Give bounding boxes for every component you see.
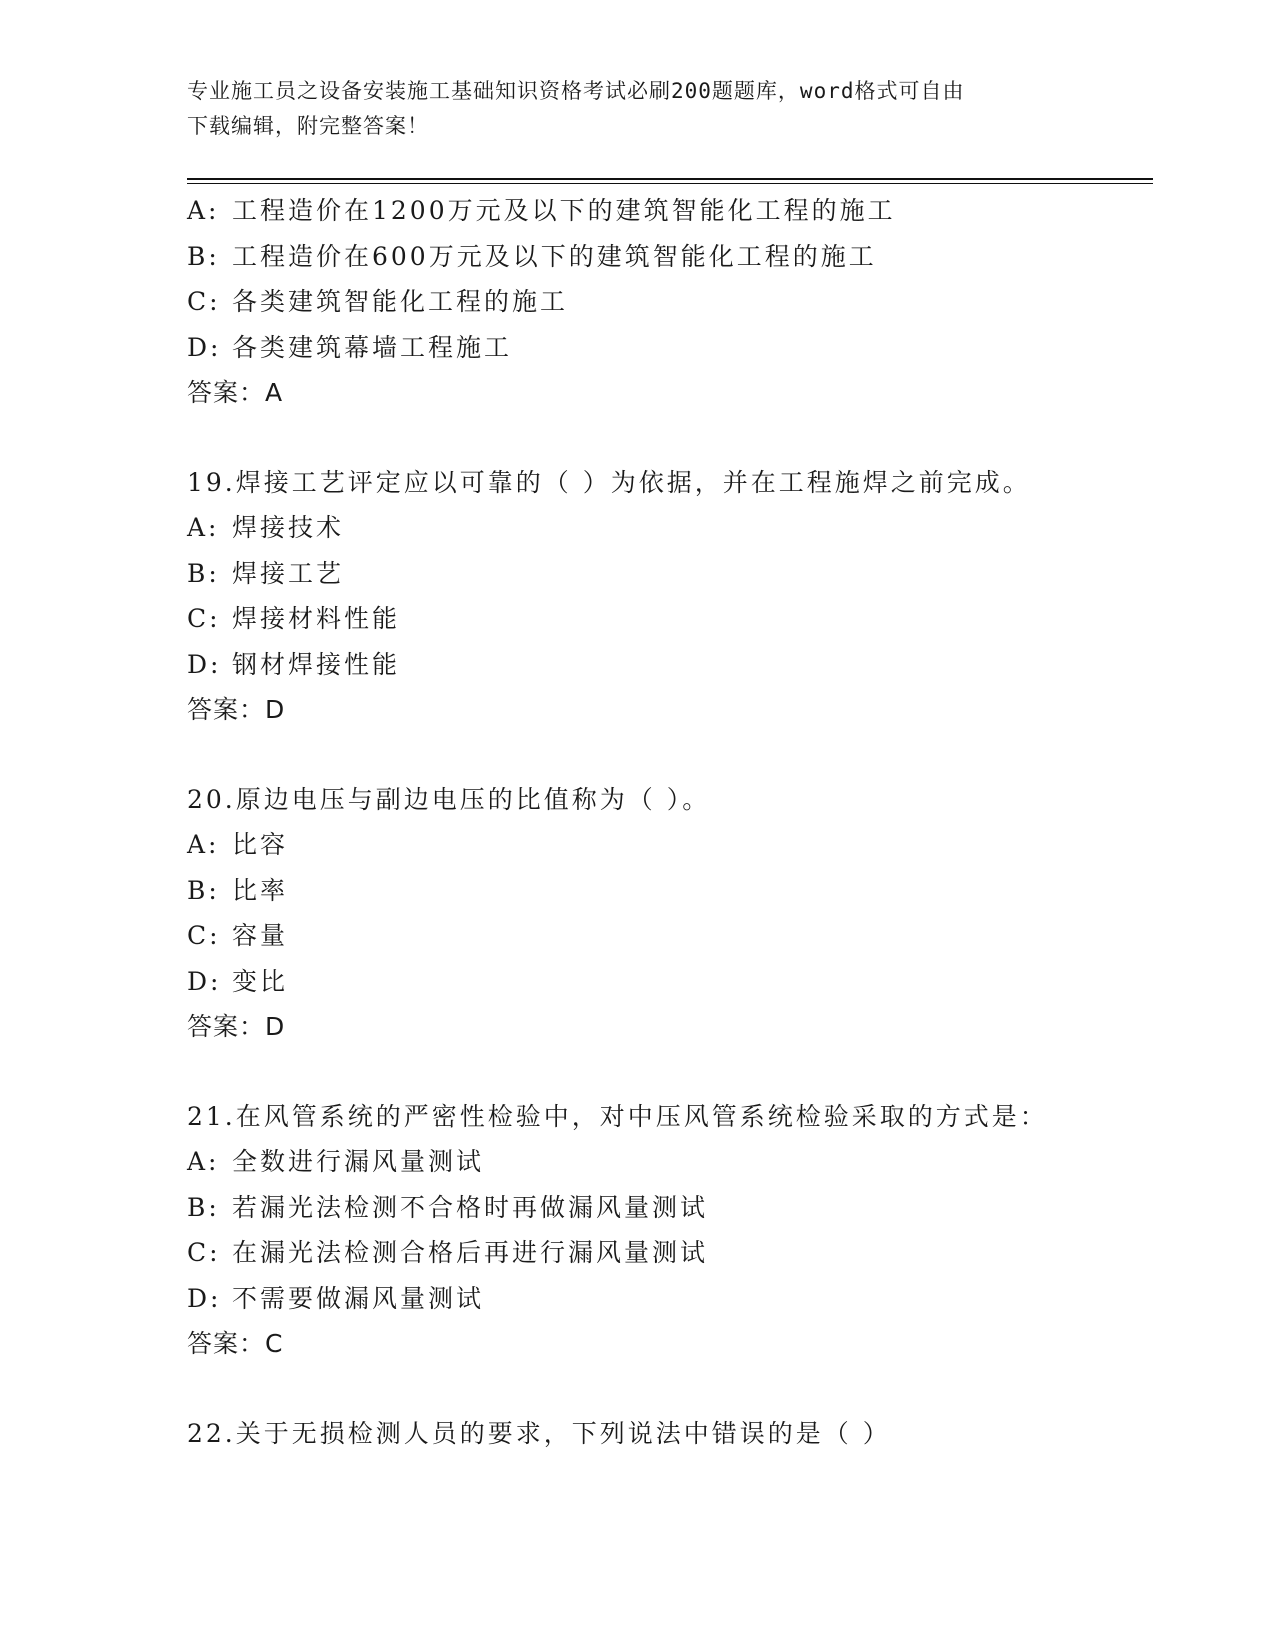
option-a (187, 1139, 1147, 1185)
option-d (187, 959, 1147, 1005)
answer-line: 答案：D (187, 695, 286, 724)
option-text: 钢材焊接性能 (232, 649, 401, 679)
option-b (187, 551, 1147, 597)
spacer (187, 1050, 1147, 1094)
option-letter: C: (187, 604, 221, 633)
option-b (187, 1185, 1147, 1231)
option-letter: D: (187, 966, 222, 996)
option-letter: C: (187, 287, 221, 316)
question-21 (187, 1094, 1147, 1367)
option-letter: C: (187, 1238, 221, 1267)
option-letter: B: (187, 558, 220, 588)
option-a (187, 505, 1147, 551)
option-d (187, 325, 1147, 371)
option-text: 若漏光法检测不合格时再做漏风量测试 (232, 1192, 709, 1222)
option-text: 在漏光法检测合格后再进行漏风量测试 (232, 1238, 709, 1267)
option-c (187, 913, 1147, 959)
question-18-continued (187, 188, 1147, 416)
option-text: 比率 (232, 875, 289, 905)
header-line-2: 下载编辑，附完整答案！ (187, 114, 429, 138)
option-text: 比容 (232, 830, 289, 859)
option-letter: B: (187, 875, 220, 905)
question-stem: 21.在风管系统的严密性检验中，对中压风管系统检验采取的方式是： (187, 1101, 1048, 1131)
header-divider-thin (187, 183, 1153, 184)
option-text: 工程造价在600万元及以下的建筑智能化工程的施工 (232, 241, 877, 271)
option-c (187, 596, 1147, 642)
question-list (187, 188, 1147, 1456)
spacer (187, 416, 1147, 460)
option-letter: C: (187, 921, 221, 950)
option-a (187, 188, 1147, 234)
option-c (187, 1230, 1147, 1276)
option-letter: A: (187, 196, 220, 225)
question-stem: 19.焊接工艺评定应以可靠的（ ）为依据，并在工程施焊之前完成。 (187, 467, 1031, 497)
answer-line: 答案：D (187, 1012, 286, 1041)
option-letter: A: (187, 513, 220, 542)
option-text: 焊接技术 (232, 513, 345, 542)
spacer (187, 733, 1147, 777)
option-letter: D: (187, 649, 222, 679)
option-text: 各类建筑智能化工程的施工 (232, 287, 569, 316)
option-d (187, 642, 1147, 688)
question-stem: 22.关于无损检测人员的要求，下列说法中错误的是（ ） (187, 1418, 891, 1448)
question-stem: 20.原边电压与副边电压的比值称为（ ）。 (187, 784, 711, 814)
option-b (187, 868, 1147, 914)
document-header (187, 74, 1067, 144)
option-text: 各类建筑幕墙工程施工 (232, 332, 513, 362)
answer-line: 答案：C (187, 1329, 284, 1358)
option-letter: A: (187, 830, 220, 859)
question-20 (187, 777, 1147, 1050)
option-text: 变比 (232, 966, 289, 996)
option-letter: D: (187, 332, 222, 362)
option-text: 焊接材料性能 (232, 604, 401, 633)
header-divider-thick (187, 178, 1153, 180)
option-text: 工程造价在1200万元及以下的建筑智能化工程的施工 (232, 196, 896, 225)
option-c (187, 279, 1147, 325)
header-line-1: 专业施工员之设备安装施工基础知识资格考试必刷200题题库，word格式可自由 (187, 79, 965, 103)
option-letter: B: (187, 1192, 220, 1222)
option-text: 容量 (232, 921, 289, 950)
question-22 (187, 1411, 1147, 1457)
option-letter: B: (187, 241, 220, 271)
option-text: 不需要做漏风量测试 (232, 1283, 485, 1313)
option-letter: A: (187, 1147, 220, 1176)
option-b (187, 234, 1147, 280)
option-text: 全数进行漏风量测试 (232, 1147, 485, 1176)
option-text: 焊接工艺 (232, 558, 345, 588)
spacer (187, 1367, 1147, 1411)
option-letter: D: (187, 1283, 222, 1313)
question-19 (187, 460, 1147, 733)
option-d (187, 1276, 1147, 1322)
answer-line: 答案：A (187, 378, 284, 407)
option-a (187, 822, 1147, 868)
